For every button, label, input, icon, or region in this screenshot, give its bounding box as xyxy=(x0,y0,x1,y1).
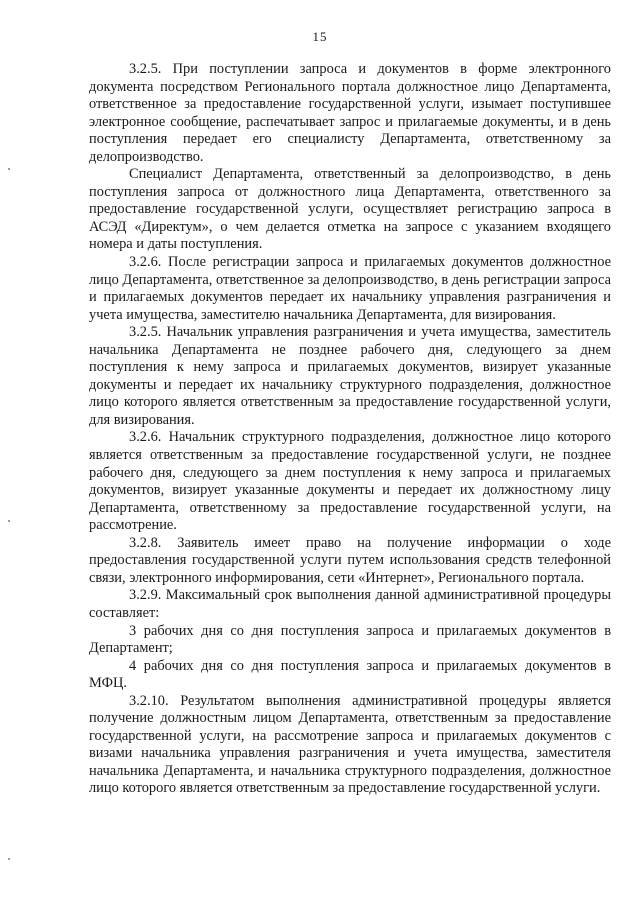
paragraph-3-2-9-max-duration: 3.2.9. Максимальный срок выполнения данной административной процедуры составляет: xyxy=(89,587,611,621)
paragraph-3-2-8-applicant-rights: 3.2.8. Заявитель имеет право на получение информации о ходе предоставления государственной услуги путем использования средств телефонной связи, электронного информирования, сети «Интернет», Регионального портала. xyxy=(89,534,611,586)
paragraph-duration-department: 3 рабочих дня со дня поступления запроса и прилагаемых документов в Департамент; xyxy=(89,622,611,657)
paragraph-registration-specialist: Специалист Департамента, ответственный за делопроизводство, в день поступления запроса от должностного лица Департамента, ответственного за предоставление государственной услуги, осуществляет регистрацию запроса в АСЭД «Директум», о чем делается отметка на запросе с указанием входящего номера и даты поступления. xyxy=(89,166,611,253)
paragraph-3-2-5-electronic-request: 3.2.5. При поступлении запроса и документов в форме электронного документа посредством Регионального портала должностное лицо Департамента, ответственное за предоставление государственной услуги, изымает поступившее электронное сообщение, распечатывает запрос и прилагаемые документы, и в день поступления передает его специалисту Департамента, ответственному за делопроизводство. xyxy=(89,61,611,165)
paragraph-3-2-6-after-registration: 3.2.6. После регистрации запроса и прилагаемых документов должностное лицо Департамента, ответственное за делопроизводство, в день регистрации запроса и прилагаемых документов передает их начальнику управления разграничения и учета имущества, заместителю начальника Департамента, для визирования. xyxy=(89,254,611,323)
paragraph-3-2-5-head-of-department: 3.2.5. Начальник управления разграничения и учета имущества, заместитель начальника Департамента не позднее рабочего дня, следующего за днем поступления к нему запроса и прилагаемых документов, визирует указанные документы и передает их начальнику структурного подразделения, должностное лицо которого является ответственным за предоставление государственной услуги, для визирования. xyxy=(89,324,611,428)
scan-margin-mark xyxy=(8,168,10,170)
scan-margin-mark xyxy=(8,520,10,522)
paragraph-duration-mfc: 4 рабочих дня со дня поступления запроса и прилагаемых документов в МФЦ. xyxy=(89,657,611,692)
page-number: 15 xyxy=(312,29,328,44)
scan-margin-mark xyxy=(8,858,10,860)
paragraph-3-2-6-structural-unit-head: 3.2.6. Начальник структурного подразделения, должностное лицо которого является ответственным за предоставление государственной услуги, не позднее рабочего дня, следующего за днем поступления к нему запроса и прилагаемых документов, визирует указанные документы и передает их должностному лицу Департамента, ответственному за предоставление государственной услуги, на рассмотрение. xyxy=(89,429,611,534)
document-body xyxy=(89,61,611,798)
paragraph-3-2-10-result: 3.2.10. Результатом выполнения административной процедуры является получение должностным лицом Департамента, ответственным за предоставление государственной услуги, на рассмотрение запроса и прилагаемых документов с визами начальника управления разграничения и учета имущества, заместителя начальника Департамента, и начальника структурного подразделения, должностное лицо которого является ответственным за предоставление государственной услуги. xyxy=(89,692,611,797)
